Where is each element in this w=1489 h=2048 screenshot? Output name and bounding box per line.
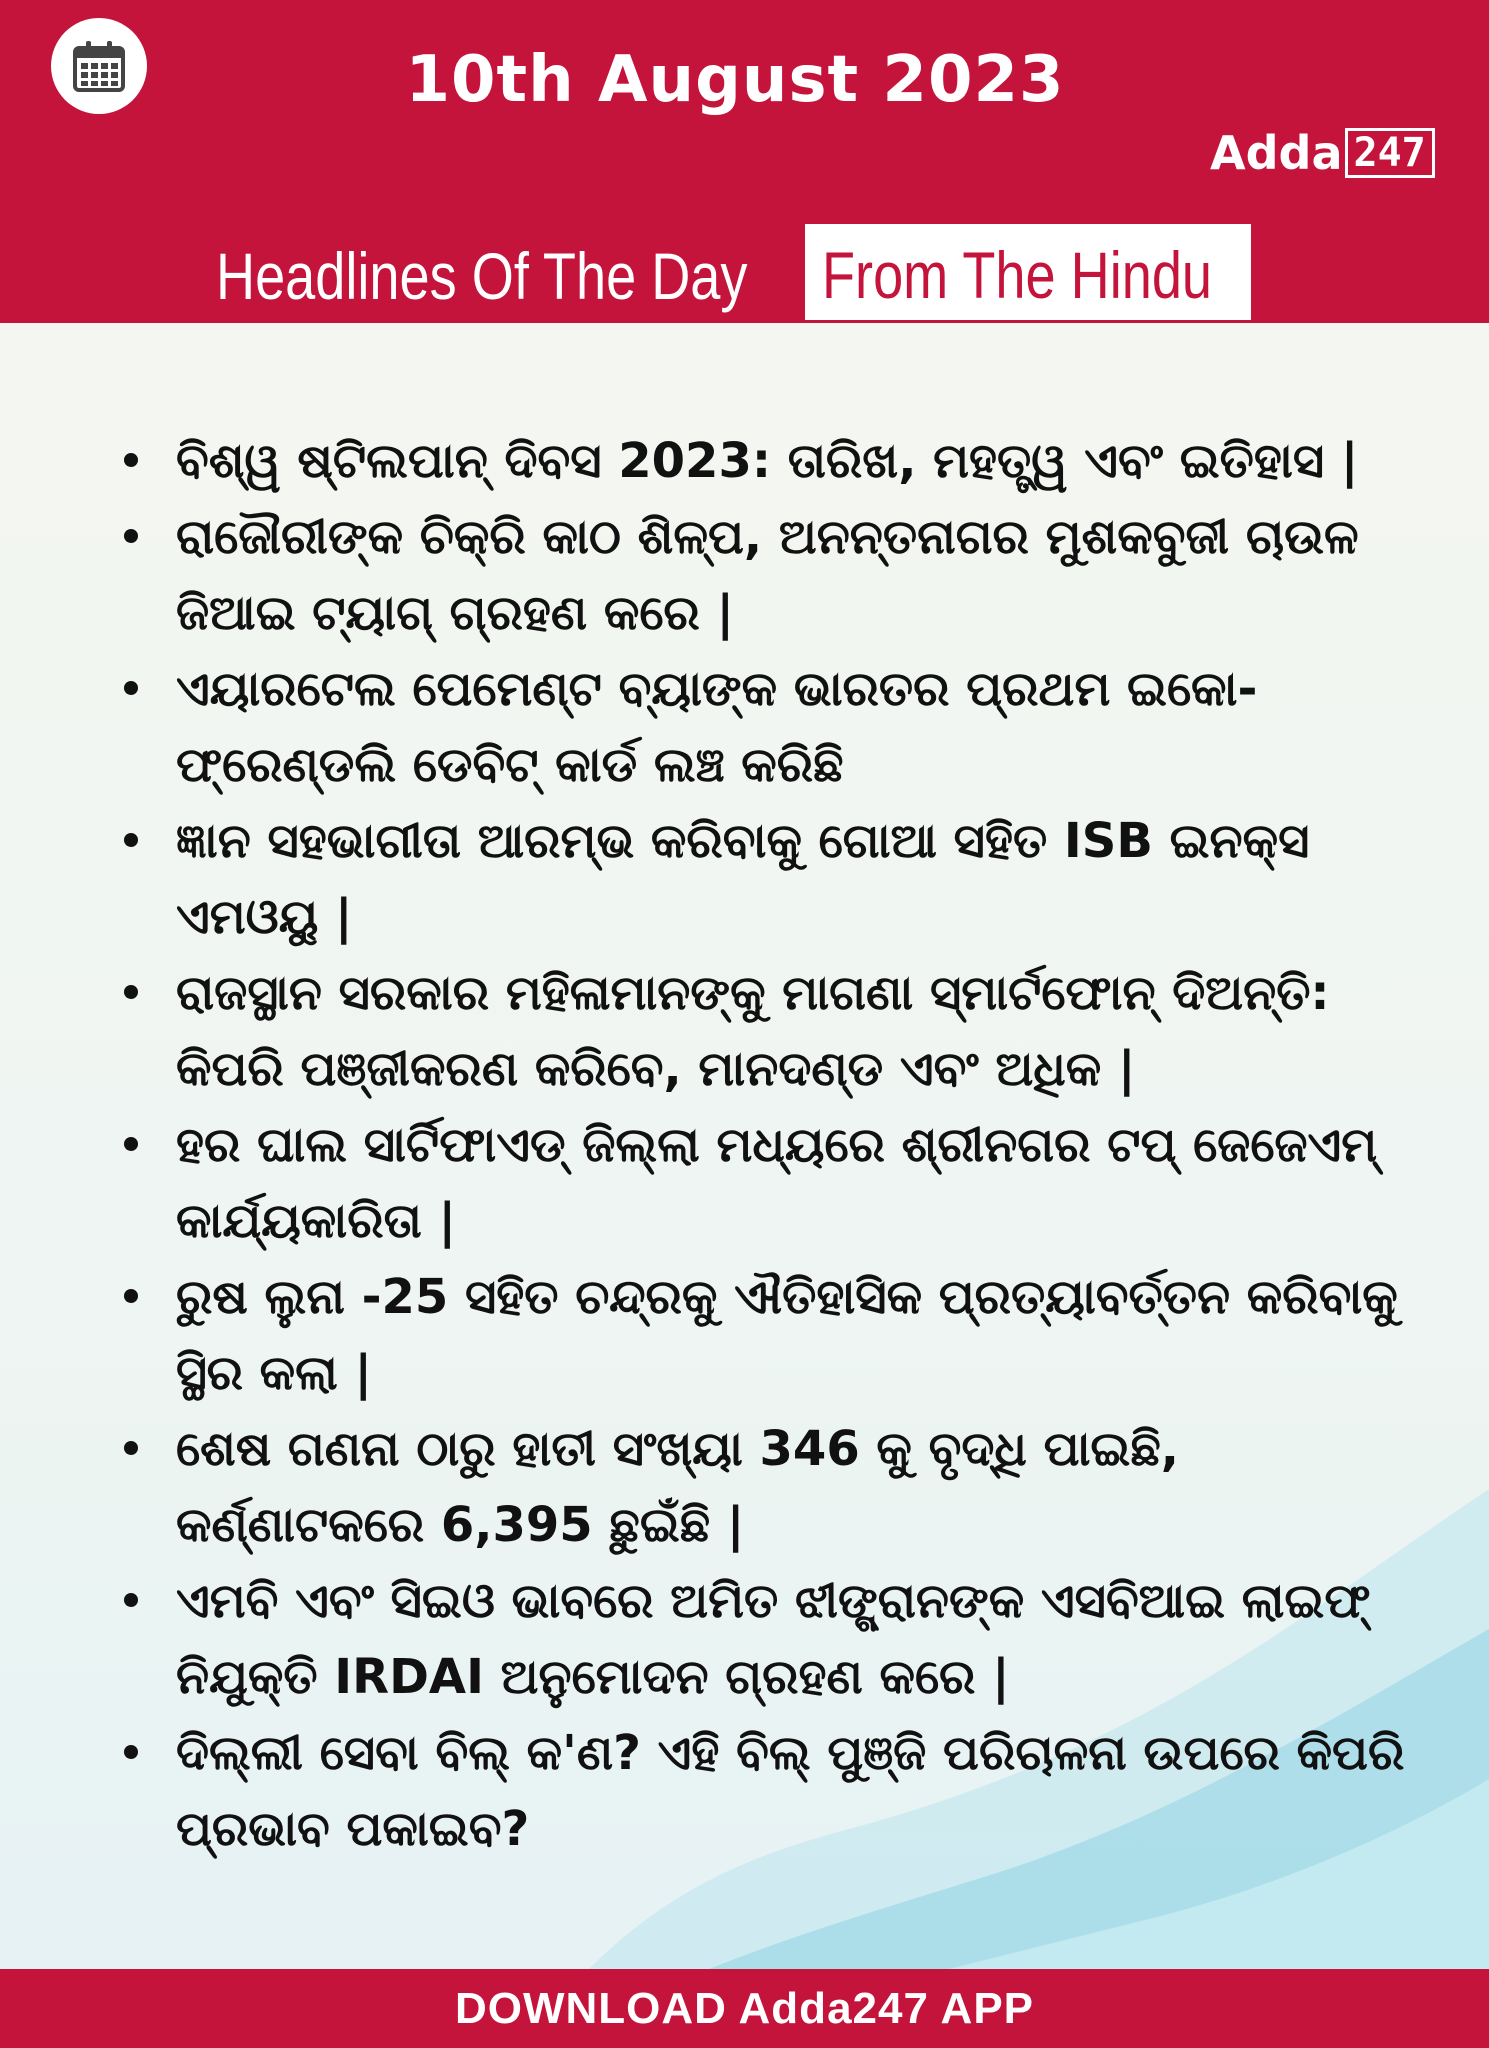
headline-text: ବିଶ୍ୱ ଷ୍ଟିଲପାନ୍ ଦିବସ 2023: ତାରିଖ, ମହତ୍ତ୍ୱ ଏବଂ ଇତିହାସ | <box>176 433 1359 489</box>
headline-item <box>120 1107 1410 1259</box>
brand-name: Adda <box>1210 126 1343 180</box>
bullet-icon <box>124 1137 138 1151</box>
bullet-icon <box>124 985 138 999</box>
headline-text: ହର ଘାଲ ସାର୍ଟିଫାଏଡ୍ ଜିଲ୍ଲା ମଧ୍ୟରେ ଶ୍ରୀନଗର ଟପ୍ ଜେଜେଏମ୍ କାର୍ଯ୍ୟକାରିତା | <box>176 1117 1378 1249</box>
source-label: From The Hindu <box>822 238 1213 312</box>
bullet-icon <box>124 529 138 543</box>
headline-text: ଏୟାରଟେଲ ପେମେଣ୍ଟ ବ୍ୟାଙ୍କ ଭାରତର ପ୍ରଥମ ଇକୋ-ଫ୍ରେଣ୍ଡଲି ଡେବିଟ୍ କାର୍ଡ ଲଞ୍ଚ କରିଛି <box>176 661 1258 793</box>
bullet-icon <box>124 1745 138 1759</box>
headline-text: ଦିଲ୍ଲୀ ସେବା ବିଲ୍ କ'ଣ? ଏହି ବିଲ୍ ପୁଞ୍ଜି ପରିଚାଳନା ଉପରେ କିପରି ପ୍ରଭାବ ପକାଇବ? <box>176 1725 1405 1857</box>
headline-item <box>120 1563 1410 1715</box>
headline-item <box>120 955 1410 1107</box>
source-box <box>805 224 1251 320</box>
headline-item <box>120 499 1410 651</box>
headline-item <box>120 651 1410 803</box>
headline-text: ରାଜୌରୀଙ୍କ ଚିକ୍ରି କାଠ ଶିଳ୍ପ, ଅନନ୍ତନାଗର ମୁଶକବୁଜୀ ଚାଉଳ ଜିଆଇ ଟ୍ୟାଗ୍ ଗ୍ରହଣ କରେ | <box>176 509 1359 641</box>
bullet-icon <box>124 1441 138 1455</box>
bullet-icon <box>124 1289 138 1303</box>
bullet-icon <box>124 453 138 467</box>
headline-list <box>120 423 1410 1867</box>
bullet-icon <box>124 1593 138 1607</box>
headlines-of-the-day-label: Headlines Of The Day <box>216 239 748 313</box>
header-banner <box>0 0 1489 323</box>
headline-text: ରାଜସ୍ଥାନ ସରକାର ମହିଳାମାନଙ୍କୁ ମାଗଣା ସ୍ମାର୍ଟଫୋନ୍ ଦିଅନ୍ତି: କିପରି ପଞ୍ଜୀକରଣ କରିବେ, ମାନଦଣ୍ଡ ଏବଂ ଅଧିକ | <box>176 965 1330 1097</box>
download-app-banner[interactable] <box>0 1969 1489 2048</box>
headline-row <box>216 225 806 321</box>
headline-text: ଏମବି ଏବଂ ସିଇଓ ଭାବରେ ଅମିତ ଝୀଙ୍ଗ୍ରାନଙ୍କ ଏସବିଆଇ ଲାଇଫ୍ ନିଯୁକ୍ତି IRDAI ଅନୁମୋଦନ ଗ୍ରହଣ କରେ | <box>176 1573 1371 1705</box>
headline-text: ରୁଷ ଲୁନା -25 ସହିତ ଚନ୍ଦ୍ରକୁ ଐତିହାସିକ ପ୍ରତ୍ୟାବର୍ତ୍ତନ କରିବାକୁ ସ୍ଥିର କଲା | <box>176 1269 1398 1401</box>
brand-logo <box>1210 125 1435 181</box>
brand-number: 247 <box>1345 128 1435 178</box>
headline-item <box>120 1259 1410 1411</box>
headline-item <box>120 423 1410 499</box>
headline-item <box>120 1411 1410 1563</box>
date-title: 10th August 2023 <box>405 43 1065 117</box>
headline-item <box>120 1715 1410 1867</box>
bullet-icon <box>124 833 138 847</box>
bullet-icon <box>124 681 138 695</box>
headline-text: ଶେଷ ଗଣନା ଠାରୁ ହାତୀ ସଂଖ୍ୟା 346 କୁ ବୃଦ୍ଧି ପାଇଛି, କର୍ଣ୍ଣାଟକରେ 6,395 ଛୁଇଁଛି | <box>176 1421 1180 1553</box>
headline-text: ଜ୍ଞାନ ସହଭାଗୀତା ଆରମ୍ଭ କରିବାକୁ ଗୋଆ ସହିତ ISB ଇନକ୍ସ ଏମଓୟୁ | <box>176 813 1310 945</box>
headline-item <box>120 803 1410 955</box>
download-app-text: DOWNLOAD Adda247 APP <box>454 1984 1035 2033</box>
headlines-panel <box>0 323 1489 1969</box>
